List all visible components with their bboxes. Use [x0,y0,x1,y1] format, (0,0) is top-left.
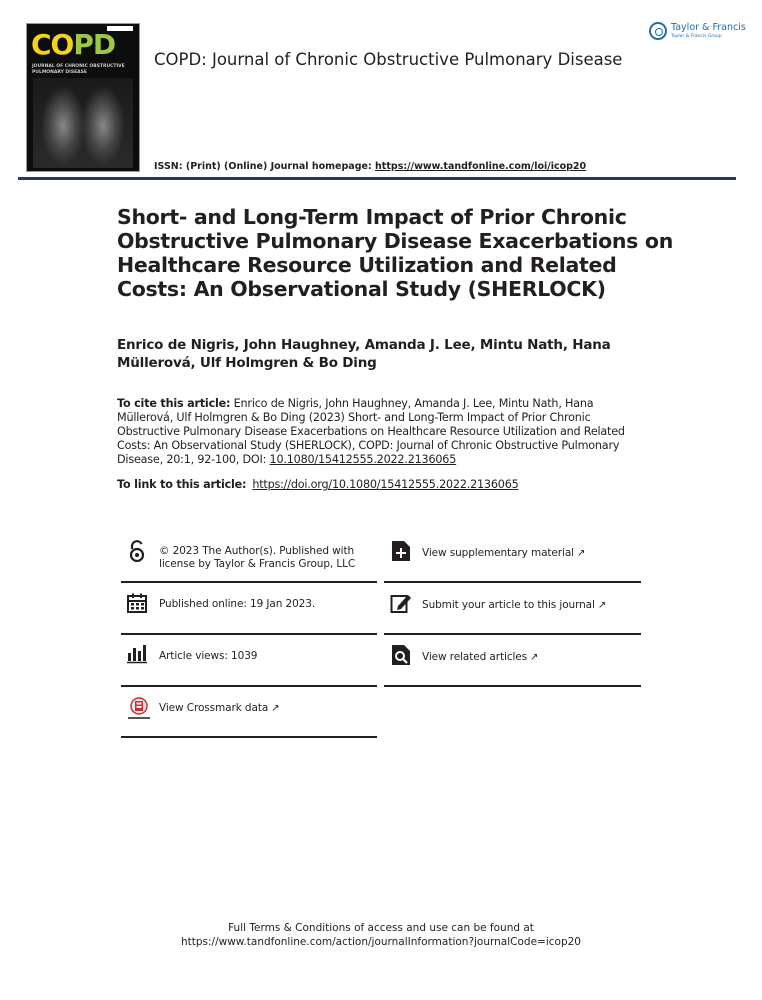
submit-article-label: Submit your article to this journal [422,599,595,611]
info-divider [121,685,377,687]
info-divider [384,633,641,635]
footer-terms-link[interactable]: https://www.tandfonline.com/action/journalInformation?journalCode=icop20 [181,936,581,948]
supplementary-link[interactable] [422,547,585,561]
article-views: Article views: 1039 [159,650,258,662]
footer-terms [0,921,762,949]
info-divider [121,736,377,738]
chest-xray-image [33,78,133,168]
crossmark-icon[interactable] [126,696,152,722]
cover-subtitle: JOURNAL OF CHRONIC OBSTRUCTIVE PULMONARY DISEASE [32,64,125,75]
journal-title[interactable]: COPD: Journal of Chronic Obstructive Pulmonary Disease [154,50,623,69]
calendar-icon [126,592,148,614]
related-articles-link[interactable] [422,651,538,665]
article-authors: Enrico de Nigris, John Haughney, Amanda J. Lee, Mintu Nath, Hana Müllerová, Ulf Holmgren & Bo Ding [117,337,611,371]
supplementary-label: View supplementary material [422,547,574,559]
info-divider [384,685,641,687]
submit-edit-icon [390,592,412,614]
issn-line [154,161,586,172]
external-link-icon: ↗ [597,600,607,611]
citation-doi-link[interactable]: 10.1080/15412555.2022.2136065 [269,453,457,466]
published-date: Published online: 19 Jan 2023. [159,598,316,610]
publisher-logo-icon [649,22,667,40]
citation-label: To cite this article: [117,397,231,410]
journal-homepage-link[interactable]: https://www.tandfonline.com/loi/icop20 [375,161,587,172]
license-text: © 2023 The Author(s). Published with license by Taylor & Francis Group, LLC [159,545,356,570]
journal-cover-image [26,23,140,172]
cover-logo: COPD [31,28,116,61]
submit-article-link[interactable] [422,599,606,613]
info-divider [121,633,377,635]
related-articles-label: View related articles [422,651,528,663]
external-link-icon: ↗ [530,652,539,663]
external-link-icon: ↗ [576,548,586,559]
bar-chart-icon [126,642,148,664]
publisher-logo[interactable] [649,22,744,46]
external-link-icon: ↗ [271,703,280,714]
open-access-icon [126,540,148,562]
related-articles-icon [390,644,412,666]
publisher-tagline: Taylor & Francis Group [671,34,722,39]
footer-line-1: Full Terms & Conditions of access and use can be found at [228,922,534,934]
issn-prefix: ISSN: (Print) (Online) Journal homepage: [154,161,376,172]
article-doi-link[interactable]: https://doi.org/10.1080/15412555.2022.2136065 [252,478,519,491]
article-link-label: To link to this article: [117,478,247,491]
info-divider [121,581,377,583]
header-divider [18,177,736,180]
citation-text: Enrico de Nigris, John Haughney, Amanda J. Lee, Mintu Nath, Hana Müllerová, Ulf Holmgren & Bo Ding (2023) Short- and Long-Term Impact of Prior Chronic Obstructive Pulmonary Disease Exacerbations on Healthcare Resource Utilization and Related Costs: An Observational Study (SHERLOCK), COPD: Journal of Chronic Obstructive Pulmonary Disease, 20:1, 92-100, DOI: [117,397,625,466]
info-divider [384,581,641,583]
article-link-line [117,478,519,491]
article-title: Short- and Long-Term Impact of Prior Chronic Obstructive Pulmonary Disease Exacerbations on Healthcare Resource Utilization and Related Costs: An Observational Study (SHERLOCK) [117,205,673,301]
crossmark-link[interactable] [159,702,279,716]
crossmark-label: View Crossmark data [159,702,269,714]
supplementary-file-icon [390,540,412,562]
publisher-name: Taylor & Francis [671,22,746,33]
citation-block [117,397,647,467]
